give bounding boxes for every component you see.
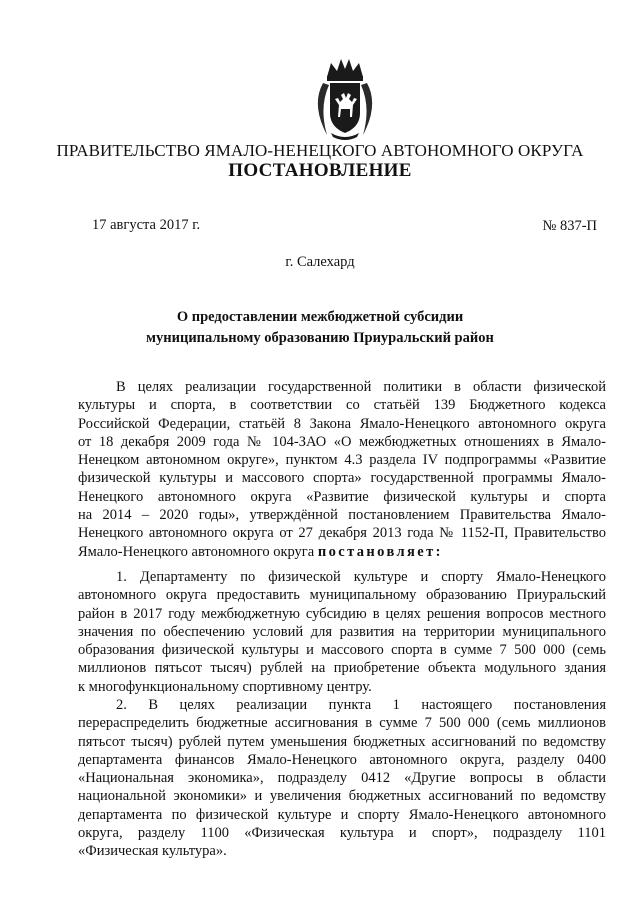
text-line: 2. В целях реализации пункта 1 настоящего постановления <box>116 697 606 713</box>
text-line: Ненецком автономном округе», пунктом 4.3 раздела IV подпрограммы «Развитие <box>78 452 606 469</box>
text-line: округа, разделу 1100 «Физическая культура и спорт», подразделу 1101 <box>78 825 606 842</box>
text-line: В целях реализации государственной политики в области физической <box>116 379 606 395</box>
title-line: муниципальному образованию Приуральский район <box>146 330 494 346</box>
text-line: значения по обеспечению условий для развития на территории муниципального <box>78 623 606 640</box>
item-2-paragraph <box>78 696 606 861</box>
text-line: Ненецкого автономного округа от 27 декабря 2013 года № 1152-П, Правительство <box>78 525 606 542</box>
item-1-paragraph <box>78 568 606 696</box>
document-number: № 837-П <box>542 218 597 234</box>
text-line: к многофункциональному спортивному центру. <box>78 678 372 695</box>
text-line: 1. Департаменту по физической культуре и спорту Ямало-Ненецкого <box>116 569 606 585</box>
resolves-word: постановляет: <box>317 543 443 560</box>
text-line: автономного округа предоставить муниципальному образованию Приуральский <box>78 587 606 604</box>
text-line: культуры и спорта, в соответствии со статьёй 139 Бюджетного кодекса <box>78 397 606 414</box>
text-line: район в 2017 году межбюджетную субсидию в целях решения вопросов местного <box>78 605 606 622</box>
text-line: миллионов пятьсот тысяч) рублей на приобретение объекта модульного здания <box>78 660 606 677</box>
text-line: департамента финансов Ямало-Ненецкого автономного округа, разделу 0400 <box>78 751 606 768</box>
text-line: Ненецкого автономного округа «Развитие физической культуры и спорта <box>78 488 606 505</box>
text-line: департамента по физической культуре и спорту Ямало-Ненецкого автономного <box>78 806 606 823</box>
text-line: Российской Федерации, статьёй 8 Закона Ямало-Ненецкого автономного округа <box>78 415 606 432</box>
text-line: от 18 декабря 2009 года № 104-ЗАО «О межбюджетных отношениях в Ямало- <box>78 433 606 450</box>
text-line: «Физическая культура». <box>78 843 227 860</box>
coat-of-arms-icon <box>305 55 385 141</box>
document-date: 17 августа 2017 г. <box>92 217 201 233</box>
text-line: пятьсот тысяч) рублей путем уменьшения бюджетных ассигнований по ведомству <box>78 733 606 750</box>
text-line <box>78 543 606 561</box>
text-fragment: Ямало-Ненецкого автономного округа <box>78 543 315 560</box>
government-name: ПРАВИТЕЛЬСТВО ЯМАЛО-НЕНЕЦКОГО АВТОНОМНОГО ОКРУГА <box>56 141 584 160</box>
text-line: перераспределить бюджетные ассигнования в сумме 7 500 000 (семь миллионов <box>78 715 606 732</box>
text-line: на 2014 – 2020 годы», утверждённой постановлением Правительства Ямало- <box>78 507 606 524</box>
text-line: национальной экономики» и увеличения бюджетных ассигнований по ведомству <box>78 788 606 805</box>
document-city: г. Салехард <box>285 254 355 270</box>
document-title <box>0 307 640 349</box>
title-line: О предоставлении межбюджетной субсидии <box>176 309 464 325</box>
text-line: «Национальная экономика», подразделу 0412 «Другие вопросы в области <box>78 770 606 787</box>
document-type: ПОСТАНОВЛЕНИЕ <box>228 160 412 181</box>
text-line: образования физической культуры и массового спорта в сумме 7 500 000 (семь <box>78 642 606 659</box>
text-line: физической культуры и массового спорта» государственной программы Ямало- <box>78 470 606 487</box>
preamble-paragraph <box>78 378 606 561</box>
